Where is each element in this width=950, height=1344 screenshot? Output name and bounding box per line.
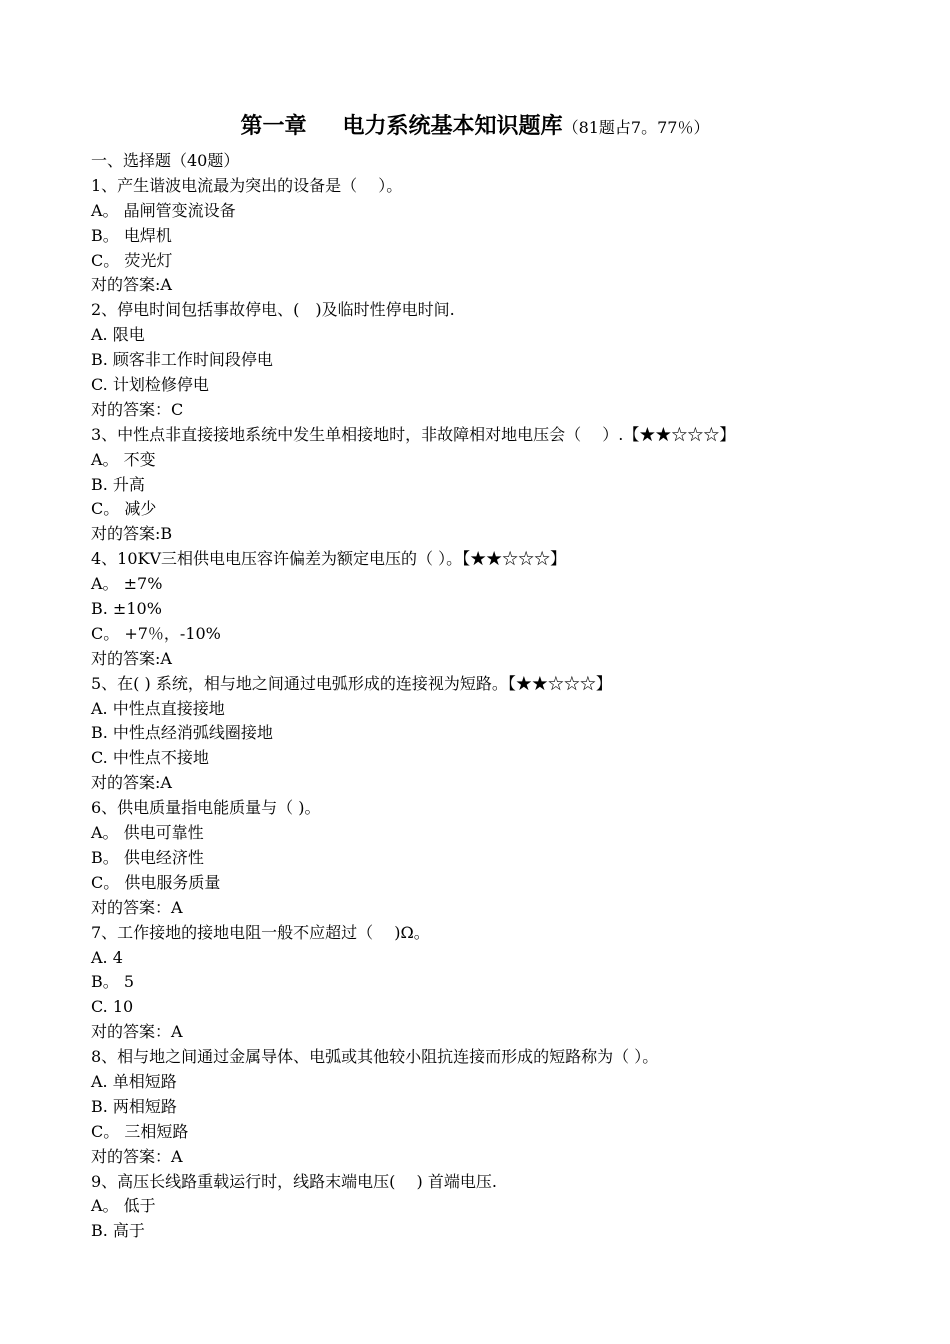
option-c: C。 减少 (91, 499, 157, 519)
option-a: A. 中性点直接接地 (91, 698, 225, 718)
question-stem: 2、停电时间包括事故停电、( )及临时性停电时间. (91, 300, 455, 320)
question-stem: 9、高压长线路重载运行时，线路末端电压( ) 首端电压. (91, 1171, 497, 1191)
answer-line: 对的答案:A (91, 275, 172, 295)
option-b: B. 两相短路 (91, 1096, 177, 1116)
question-stem: 8、相与地之间通过金属导体、电弧或其他较小阻抗连接而形成的短路称为（ ）。 (91, 1047, 659, 1067)
option-a: A. 4 (91, 947, 123, 967)
question-4 (91, 547, 891, 671)
question-3 (91, 423, 891, 547)
option-a: A。 低于 (91, 1196, 156, 1216)
question-9 (91, 1170, 891, 1245)
question-7 (91, 921, 891, 1045)
question-stem: 7、工作接地的接地电阻一般不应超过（ )Ω。 (91, 922, 430, 942)
option-c: C. 10 (91, 997, 134, 1017)
option-a: A。 ±7% (91, 574, 163, 594)
question-stem: 6、供电质量指电能质量与（ )。 (91, 798, 321, 818)
answer-line: 对的答案:A (91, 648, 172, 668)
answer-line: 对的答案：A (91, 897, 183, 917)
option-c: C。 三相短路 (91, 1121, 189, 1141)
option-b: B。 5 (91, 972, 135, 992)
page-title (0, 110, 950, 144)
answer-line: 对的答案:B (91, 524, 173, 544)
question-stem: 4、10KV三相供电电压容许偏差为额定电压的（ ）。【★★☆☆☆】 (91, 549, 567, 569)
option-c: C. 计划检修停电 (91, 375, 209, 395)
option-a: A。 不变 (91, 449, 156, 469)
answer-line: 对的答案：A (91, 1022, 183, 1042)
option-b: B. 中性点经消弧线圈接地 (91, 723, 273, 743)
answer-line: 对的答案：C (91, 399, 184, 419)
chapter-label: 第一章 (240, 113, 307, 139)
option-a: A。 供电可靠性 (91, 823, 204, 843)
question-stem: 5、在( ) 系统，相与地之间通过电弧形成的连接视为短路。【★★☆☆☆】 (91, 673, 612, 693)
option-b: B。 供电经济性 (91, 847, 204, 867)
option-b: B. 顾客非工作时间段停电 (91, 350, 273, 370)
question-2 (91, 298, 891, 422)
option-b: B. 升高 (91, 474, 145, 494)
option-c: C。 +7％，-10% (91, 623, 221, 643)
chapter-subject: 电力系统基本知识题库 (342, 113, 563, 139)
question-5 (91, 672, 891, 796)
option-c: C。 供电服务质量 (91, 872, 221, 892)
answer-line: 对的答案：A (91, 1146, 183, 1166)
option-b: B. ±10% (91, 599, 162, 619)
question-stem: 1、产生谐波电流最为突出的设备是（ ）。 (91, 175, 403, 195)
option-a: A。 晶闸管变流设备 (91, 200, 236, 220)
question-stem: 3、中性点非直接接地系统中发生单相接地时，非故障相对地电压会（ ）.【★★☆☆☆】 (91, 424, 736, 444)
option-b: B。 电焊机 (91, 225, 172, 245)
question-6 (91, 796, 891, 920)
option-a: A. 限电 (91, 325, 145, 345)
option-b: B. 高于 (91, 1221, 145, 1241)
question-list (91, 149, 891, 1244)
option-c: C. 中性点不接地 (91, 748, 209, 768)
question-8 (91, 1045, 891, 1169)
chapter-note: （81题占7。77％） (562, 118, 710, 137)
answer-line: 对的答案:A (91, 773, 172, 793)
option-c: C。 荧光灯 (91, 250, 173, 270)
option-a: A. 单相短路 (91, 1071, 177, 1091)
section-heading: 一、选择题（40题） (91, 151, 240, 170)
question-1 (91, 174, 891, 298)
